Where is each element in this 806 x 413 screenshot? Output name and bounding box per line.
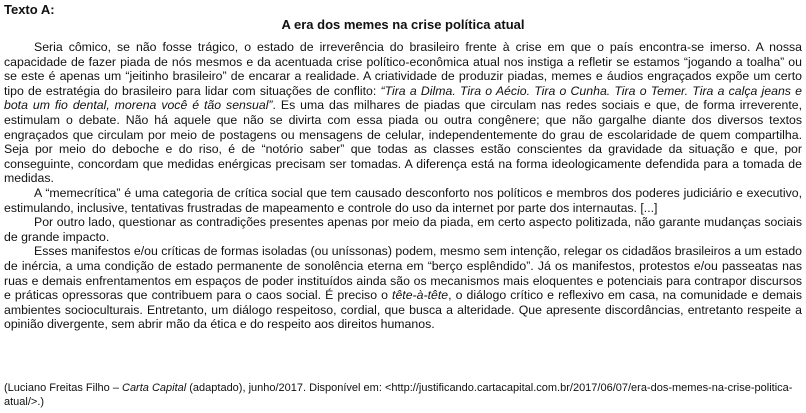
italic-text: Carta Capital [122,382,187,394]
paragraph-1 [4,40,802,186]
text-run: Esses manifestos e/ou críticas de formas isoladas (ou uníssonas) podem, mesmo sem intenção, relegar os cidadãos brasileiros a um estado de inércia, a uma condição de estado permanente de sonolência eterna em “berço esplêndido”. Já os manifestos, protestos e/ou passeatas nas ruas e demais enfrentamentos em espaços de poder instituídos ainda são os mecanismos mais eloquentes e potenciais para contrapor discursos e práticas opressoras que contribuem para o caos social. É preciso o [4,244,802,303]
text-run: , o diálogo crítico e reflexivo em casa, na comunidade e demais ambientes socioculturais. Entretanto, um diálogo respeitoso, cordial, que busca a alteridade. Que apresente discordâncias, entretanto respeite a opinião divergente, sem abrir mão da ética e do respeito aos direitos humanos. [4,288,802,332]
source-citation [4,381,802,409]
text-label: Texto A: [4,2,55,17]
text-run: Seria cômico, se não fosse trágico, o estado de irreverência do brasileiro frente à crise em que o país encontra-se imerso. A nossa capacidade de fazer piada de nós mesmos e da acentuada crise político-econômica atual nos instiga a refletir se estamos “jogando a toalha” ou se este é apenas um “jeitinho brasileiro” de encarar a realidade. A criatividade de produzir piadas, memes e áudios engraçados expõe um certo tipo de estratégia do brasileiro para lidar com situações de conflito: [4,40,802,98]
text-run: . Es uma das milhares de piadas que circulam nas redes sociais e que, de forma irreverente, estimulam o debate. Não há aquele que não se divirta com essa piada ou outra congênere; que não gargalhe diante dos diversos textos engraçados que circulam por meio de postagens ou mensagens de celular, independentemente do grau de escolaridade de quem compartilha. Seja por meio do deboche e do riso, é de “notório saber” que todas as classes estão conscientes da gravidade da situação e que, por conseguinte, concordam que medidas enérgicas precisam ser tomadas. A diferença está na forma ideologicamente defendida para a tomada de medidas. [4,98,802,186]
paragraph-2 [4,186,802,215]
article-title: A era dos memes na crise política atual [281,17,525,32]
paragraph-4 [4,244,802,332]
italic-text: tête-à-tête [392,288,449,303]
text-run: Por outro lado, questionar as contradições presentes apenas por meio da piada, em certo aspecto politizada, não garante mudanças sociais de grande impacto. [4,215,802,244]
text-run: (adaptado), junho/2017. Disponível em: <http://justificando.cartacapital.com.br/2017/06/07/era-dos-memes-na-crise-politica-atual/>.) [4,382,793,408]
italic-text: “Tira a Dilma. Tira o Aécio. Tira o Cunha. Tira o Temer. Tira a calça jeans e bota um fio dental, morena você é tão sensual” [4,83,802,113]
paragraph-3 [4,215,802,244]
text-run: (Luciano Freitas Filho – [4,382,122,394]
article-body [4,40,802,332]
text-run: A “memecrítica” é uma categoria de crítica social que tem causado desconforto nos políticos e membros dos poderes judiciário e executivo, estimulando, inclusive, tentativas frustradas de mapeamento e controle do uso da internet por parte dos internautas. [...] [4,185,802,215]
